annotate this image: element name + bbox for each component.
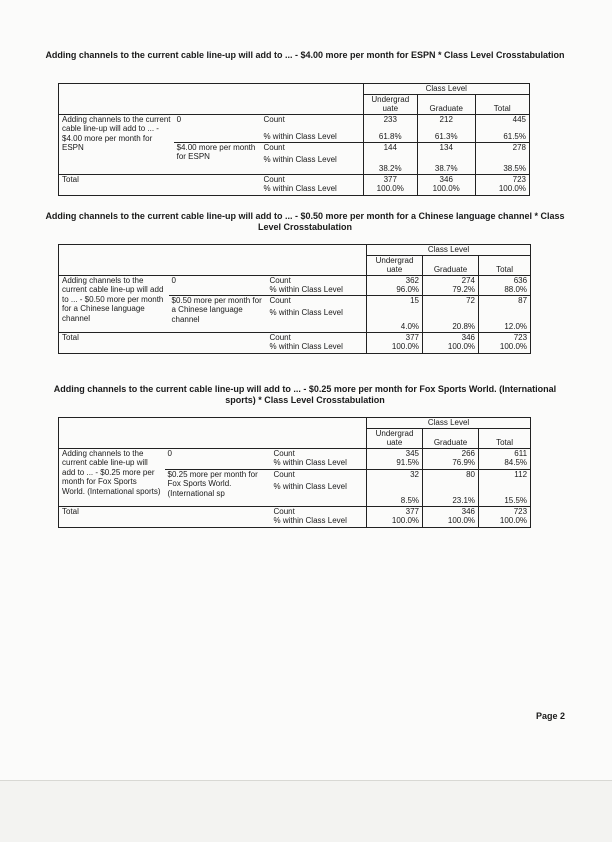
category-label: $0.50 more per month for a Chinese language channel: [169, 295, 267, 332]
col-header-undergrad: Undergrad uate: [367, 428, 423, 448]
cell-value: 15.5%: [479, 482, 531, 506]
cell-value: 445: [475, 114, 530, 132]
stat-label: Count: [267, 332, 367, 342]
category-label: 0: [169, 275, 267, 295]
cell-value: 61.8%: [363, 132, 417, 142]
cell-value: 345: [367, 448, 423, 458]
cell-value: 346: [417, 174, 475, 184]
cell-value: 278: [475, 142, 530, 155]
cell-value: 91.5%: [367, 458, 423, 469]
cell-value: 377: [367, 506, 423, 516]
stat-label: % within Class Level: [271, 516, 367, 527]
cell-value: 20.8%: [423, 308, 479, 332]
cell-value: 723: [479, 506, 531, 516]
stat-label: Count: [271, 469, 367, 482]
stat-label: % within Class Level: [267, 342, 367, 353]
cell-value: 377: [367, 332, 423, 342]
col-header-undergrad: Undergrad uate: [363, 94, 417, 114]
category-label: $0.25 more per month for Fox Sports World. (International sp: [165, 469, 271, 506]
cell-value: 233: [363, 114, 417, 132]
category-label: 0: [165, 448, 271, 469]
cell-value: 346: [423, 506, 479, 516]
col-header-total: Total: [479, 428, 531, 448]
col-header-graduate: Graduate: [417, 94, 475, 114]
column-group-header: Class Level: [363, 84, 529, 95]
cell-value: 84.5%: [479, 458, 531, 469]
column-group-header: Class Level: [367, 418, 531, 429]
cell-value: 80: [423, 469, 479, 482]
col-header-undergrad: Undergrad uate: [367, 255, 423, 275]
cell-value: 346: [423, 332, 479, 342]
cell-value: 76.9%: [423, 458, 479, 469]
cell-value: 15: [367, 295, 423, 308]
stat-label: % within Class Level: [260, 184, 363, 195]
cell-value: 100.0%: [367, 342, 423, 353]
cell-value: 723: [475, 174, 530, 184]
cell-value: 266: [423, 448, 479, 458]
cell-value: 212: [417, 114, 475, 132]
table-title: Adding channels to the current cable line-up will add to ... - $0.25 more per month for Fox Sports World. (International sports) * Class Level Crosstabulation: [53, 384, 557, 405]
total-row-label: Total: [59, 332, 267, 353]
cell-value: 38.2%: [363, 155, 417, 174]
stat-label: Count: [260, 114, 363, 132]
total-row-label: Total: [59, 174, 261, 195]
cell-value: 88.0%: [479, 285, 531, 295]
total-row-label: Total: [59, 506, 271, 527]
stat-label: Count: [267, 295, 367, 308]
table-title: Adding channels to the current cable line-up will add to ... - $0.50 more per month for a Chinese language channel * Class Level Crosstabulation: [45, 211, 565, 232]
cell-value: 100.0%: [479, 342, 531, 353]
cell-value: 96.0%: [367, 285, 423, 295]
stat-label: Count: [260, 142, 363, 155]
col-header-graduate: Graduate: [423, 428, 479, 448]
corner-cell: [59, 84, 364, 115]
row-variable-label: Adding channels to the current cable line-up will add to ... - $0.50 more per month for a Chinese language channel: [59, 275, 169, 332]
cell-value: 61.3%: [417, 132, 475, 142]
col-header-graduate: Graduate: [423, 255, 479, 275]
column-group-header: Class Level: [367, 245, 531, 256]
cell-value: 79.2%: [423, 285, 479, 295]
row-variable-label: Adding channels to the current cable line-up will add to ... - $0.25 more per month for Fox Sports World. (International sports): [59, 448, 165, 506]
cell-value: 377: [363, 174, 417, 184]
crosstab-table-chinese: [58, 244, 531, 354]
cell-value: 87: [479, 295, 531, 308]
cell-value: 100.0%: [417, 184, 475, 195]
stat-label: % within Class Level: [263, 132, 337, 141]
cell-value: 38.7%: [417, 155, 475, 174]
category-label: 0: [174, 114, 261, 142]
stat-label: Count: [267, 275, 367, 285]
cell-value: 8.5%: [367, 482, 423, 506]
cell-value: 100.0%: [367, 516, 423, 527]
table-title: Adding channels to the current cable line-up will add to ... - $4.00 more per month for ESPN * Class Level Crosstabulation: [45, 50, 565, 60]
cell-value: 100.0%: [423, 342, 479, 353]
stat-label: % within Class Level: [273, 458, 347, 467]
cell-value: 636: [479, 275, 531, 285]
stat-label: Count: [260, 174, 363, 184]
corner-cell: [59, 418, 367, 449]
cell-value: 134: [417, 142, 475, 155]
cell-value: 12.0%: [479, 308, 531, 332]
cell-value: 112: [479, 469, 531, 482]
cell-value: 100.0%: [475, 184, 530, 195]
stat-label: Count: [271, 506, 367, 516]
cell-value: 144: [363, 142, 417, 155]
col-header-total: Total: [475, 94, 530, 114]
crosstab-table-espn: [58, 83, 530, 196]
category-label: $4.00 more per month for ESPN: [174, 142, 261, 174]
cell-value: 274: [423, 275, 479, 285]
stat-label: % within Class Level: [263, 155, 337, 164]
cell-value: 61.5%: [475, 132, 530, 142]
cell-value: 362: [367, 275, 423, 285]
cell-value: 100.0%: [423, 516, 479, 527]
col-header-total: Total: [479, 255, 531, 275]
cell-value: 32: [367, 469, 423, 482]
cell-value: 72: [423, 295, 479, 308]
page-number: Page 2: [536, 711, 566, 721]
stat-label: % within Class Level: [269, 285, 343, 294]
crosstab-table-fox-sports: [58, 417, 531, 528]
cell-value: 611: [479, 448, 531, 458]
cell-value: 100.0%: [479, 516, 531, 527]
cell-value: 100.0%: [363, 184, 417, 195]
cell-value: 723: [479, 332, 531, 342]
cell-value: 23.1%: [423, 482, 479, 506]
stat-label: Count: [271, 448, 367, 458]
stat-label: % within Class Level: [269, 308, 343, 317]
cell-value: 4.0%: [367, 308, 423, 332]
stat-label: % within Class Level: [273, 482, 347, 491]
corner-cell: [59, 245, 367, 276]
row-variable-label: Adding channels to the current cable line-up will add to ... - $4.00 more per month for ESPN: [59, 114, 174, 174]
cell-value: 38.5%: [475, 155, 530, 174]
